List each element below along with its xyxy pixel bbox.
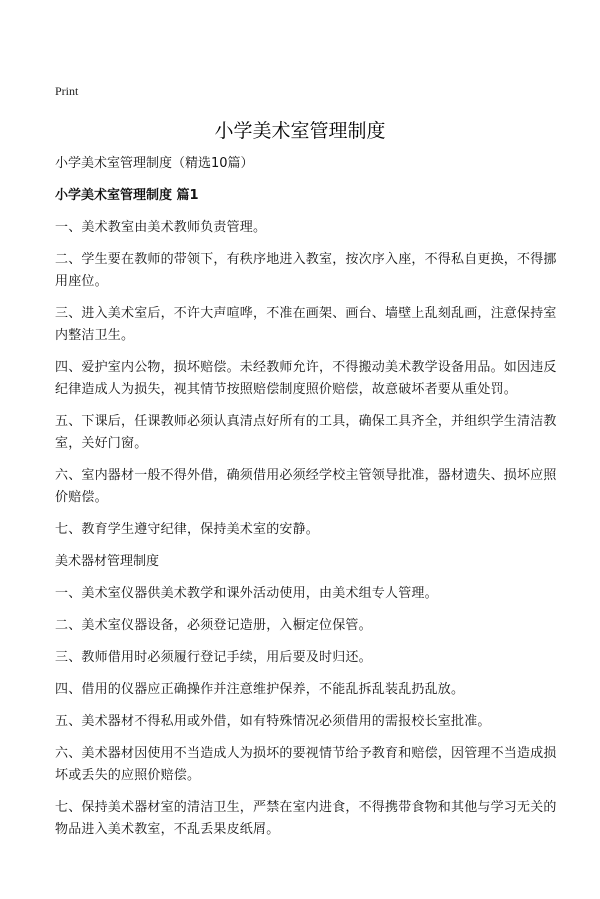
section2-item-3: 三、教师借用时必须履行登记手续，用后要及时归还。 <box>55 650 372 665</box>
section1-heading: 小学美术室管理制度 篇1 <box>55 188 199 203</box>
section1-item-1: 一、美术教室由美术教师负责管理。 <box>55 220 267 235</box>
section2-item-6: 六、美术器材因使用不当造成人为损坏的要视情节给予教育和赔偿，因管理不当造成损坏或丢失的应照价赔偿。 <box>55 746 557 783</box>
section2-item-4: 四、借用的仪器应正确操作并注意维护保养，不能乱拆乱装乱扔乱放。 <box>55 682 465 697</box>
section1-item-6: 六、室内器材一般不得外借，确须借用必须经学校主管领导批准，器材遗失、损坏应照价赔偿。 <box>55 468 557 505</box>
document-subtitle: 小学美术室管理制度（精选10篇） <box>55 156 254 171</box>
section1-item-3: 三、进入美术室后，不许大声喧哗，不准在画架、画台、墙壁上乱刻乱画，注意保持室内整洁卫生。 <box>55 306 557 343</box>
section2-item-5: 五、美术器材不得私用或外借，如有特殊情况必须借用的需报校长室批准。 <box>55 714 491 729</box>
section1-item-2: 二、学生要在教师的带领下，有秩序地进入教室，按次序入座，不得私自更换，不得挪用座位。 <box>55 252 557 289</box>
section2-heading: 美术器材管理制度 <box>55 554 160 569</box>
document-title: 小学美术室管理制度 <box>214 120 386 142</box>
section2-item-1: 一、美术室仪器供美术教学和课外活动使用，由美术组专人管理。 <box>55 586 438 601</box>
document-body <box>55 153 560 851</box>
print-label: Print <box>55 84 79 98</box>
section2-item-7: 七、保持美术器材室的清洁卫生，严禁在室内进食，不得携带食物和其他与学习无关的物品进入美术教室，不乱丢果皮纸屑。 <box>55 800 557 837</box>
section1-item-5: 五、下课后，任课教师必须认真清点好所有的工具，确保工具齐全，并组织学生清洁教室，关好门窗。 <box>55 414 557 451</box>
section1-item-4: 四、爱护室内公物，损坏赔偿。未经教师允许，不得搬动美术教学设备用品。如因违反纪律造成人为损失，视其情节按照赔偿制度照价赔偿，故意破坏者要从重处罚。 <box>55 360 557 397</box>
section2-item-2: 二、美术室仪器设备，必须登记造册，入橱定位保管。 <box>55 618 372 633</box>
section1-item-7: 七、教育学生遵守纪律，保持美术室的安静。 <box>55 522 320 537</box>
